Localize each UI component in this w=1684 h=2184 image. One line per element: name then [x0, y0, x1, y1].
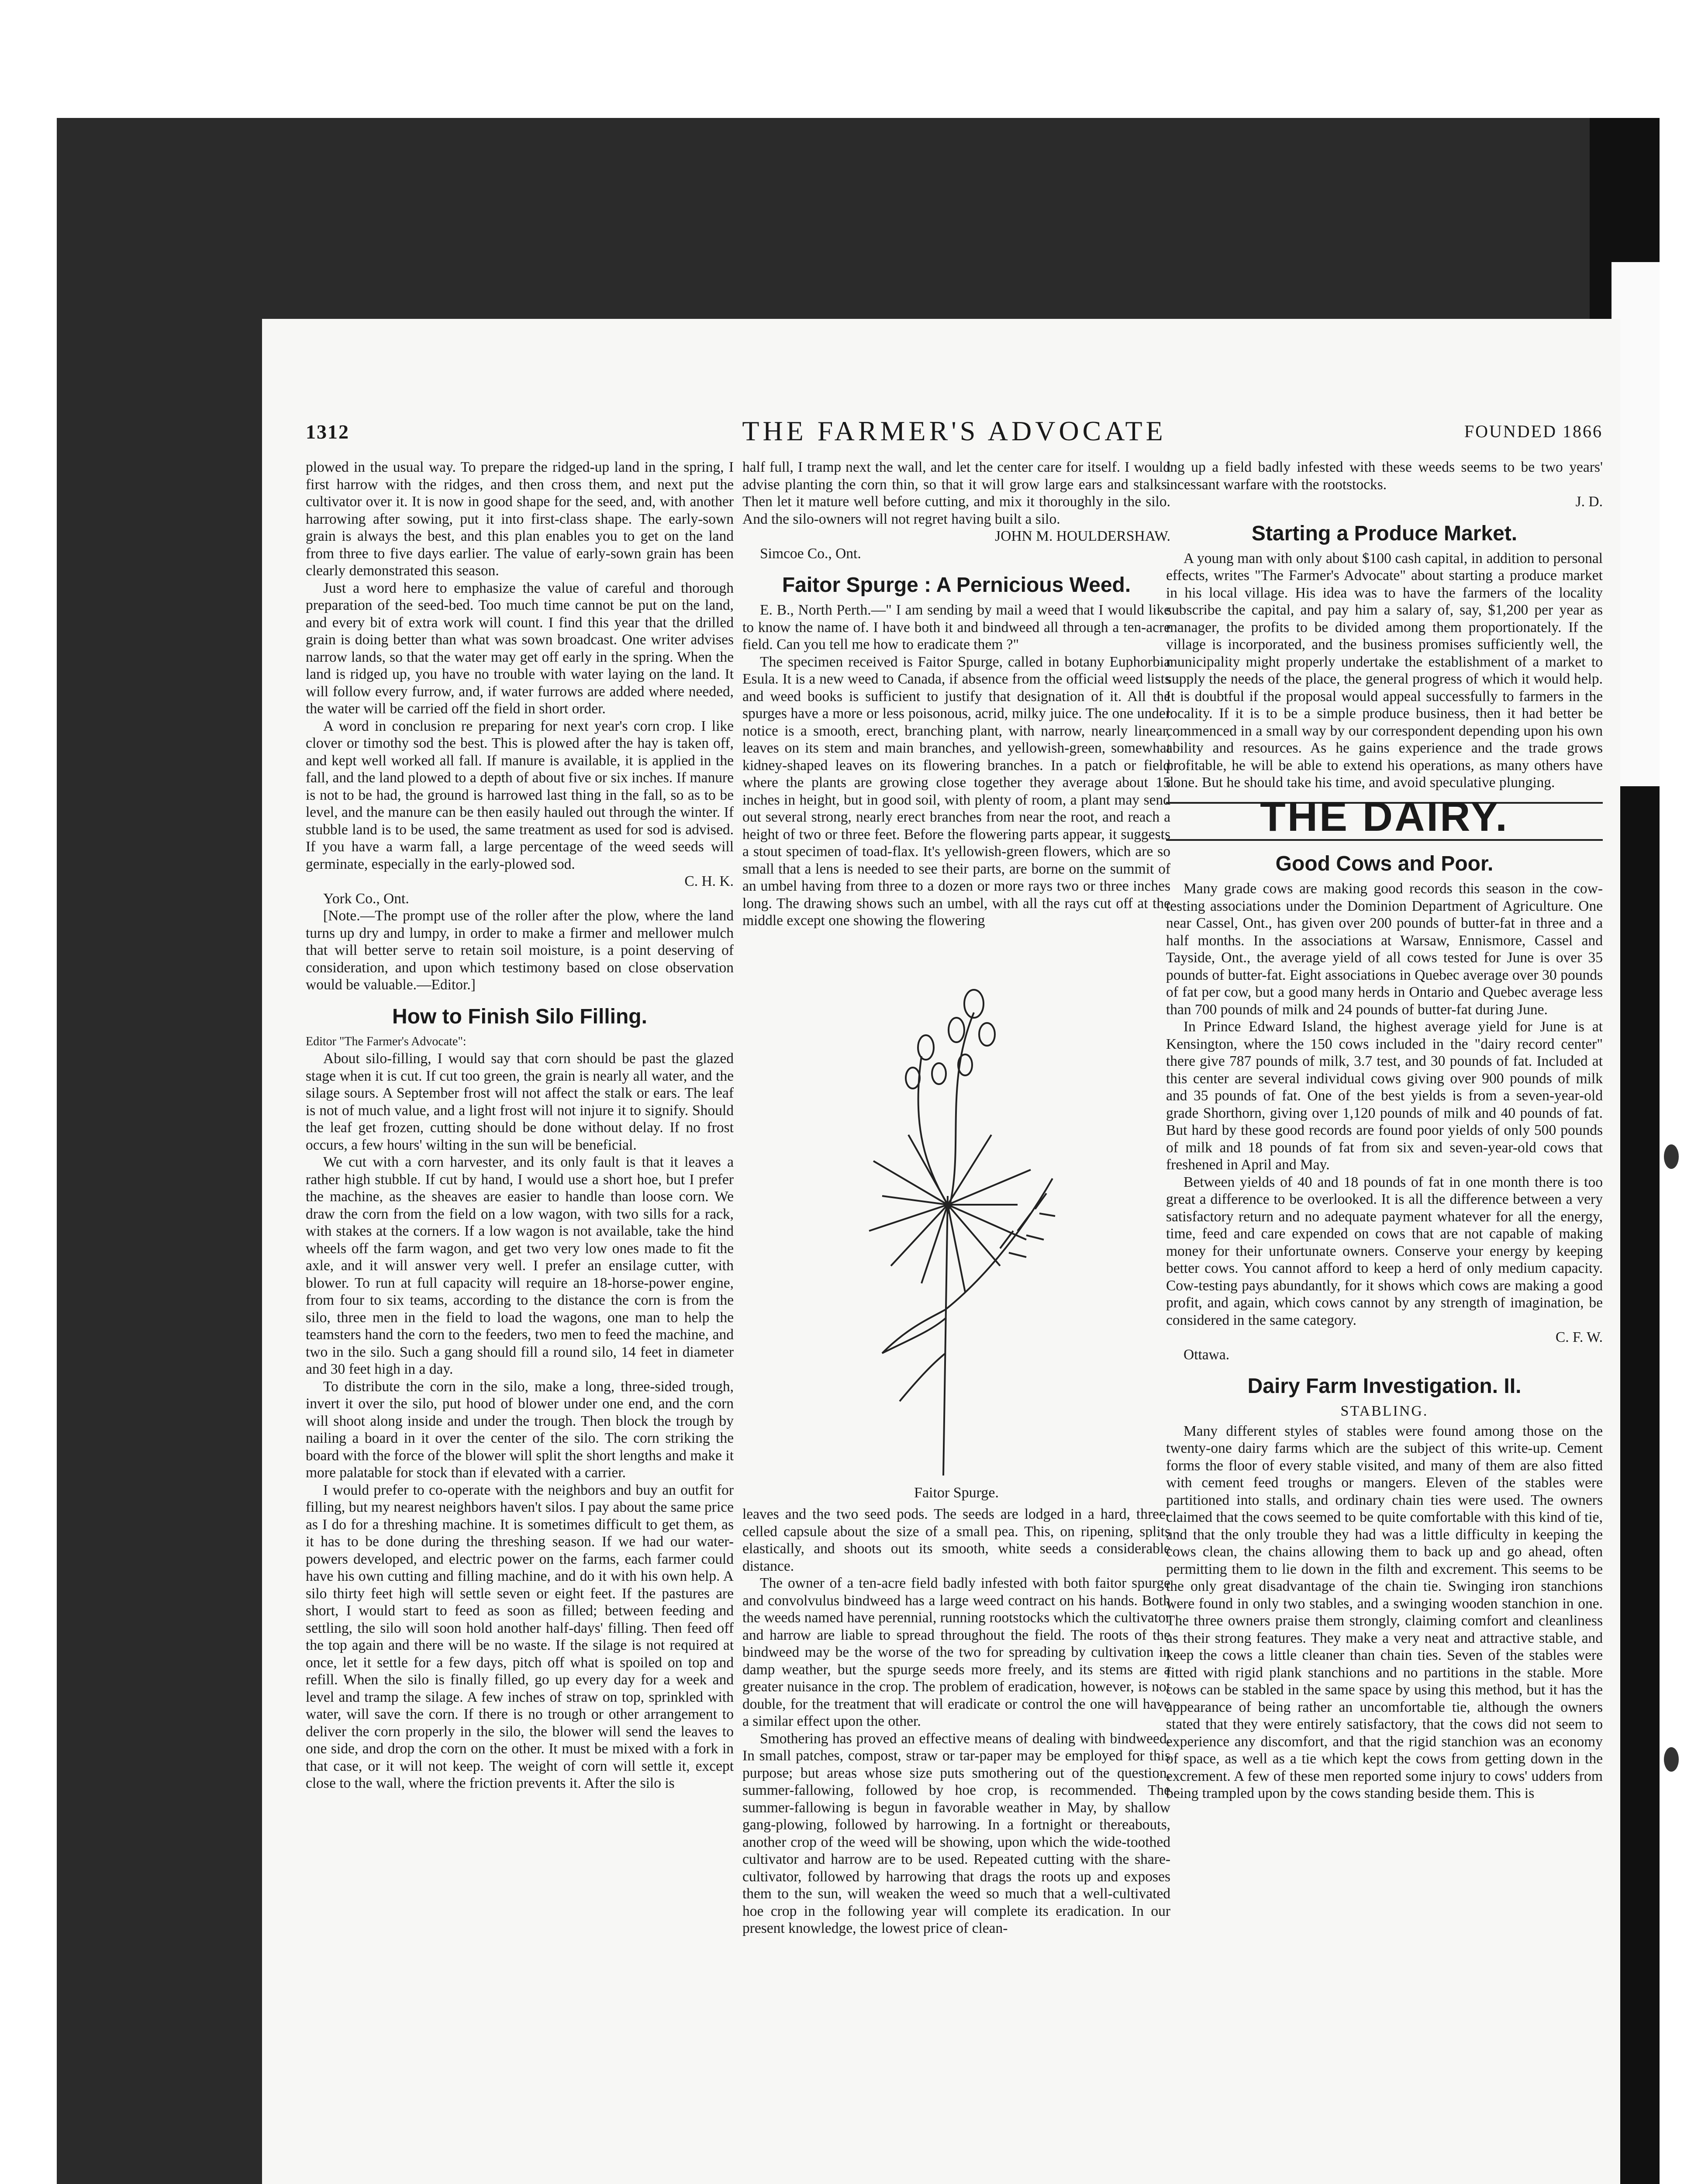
- paragraph: Smothering has proved an effective means of dealing with bindweed. In small patches, compost, straw or tar-paper may be employed for this purpose; but areas whose size puts smothering out of the question, summer-fallowing, followed by hoe crop, is recommended. The summer-fallowing is begun in favorable weather in May, by shallow gang-plowing, followed by harrowing. In a fortnight or thereabouts, another crop of the weed will be showing, upon which the wide-toothed cultivator and harrow are to be used. Repeated cutting with the share-cultivator, followed by harrowing that drags the roots up and exposes them to the sun, will weaken the weed so much that a well-cultivated hoe crop in the following year will complete its eradication. In our present knowledge, the lowest price of clean-: [742, 1730, 1170, 1936]
- paragraph: Between yields of 40 and 18 pounds of fat in one month there is too great a difference to be overlooked. It is all the difference between a very satisfactory return and no adequate payment whatever for all the energy, time, feed and care expended on cows that are not capable of making money for their unfortunate owners. Conserve your energy by keeping better cows. You cannot afford to keep a herd of only medium capacity. Cow-testing pays abundantly, for it shows which cows are making a good profit, and again, which cows cannot by any strength of imagination, be considered in the same category.: [1166, 1174, 1603, 1328]
- paragraph: ing up a field badly infested with these weeds seems to be two years' incessant warfare with the rootstocks.: [1166, 459, 1603, 493]
- paragraph: plowed in the usual way. To prepare the ridged-up land in the spring, I first harrow with the ridges, and then cross them, and next put the cultivator over it. It is now in good shape for the seed, and, with another harrowing after sowing, put it into first-class shape. The early-sown grain is always the best, and this plan enables you to get on the land from three to five days earlier. The value of early-sown grain has been clearly demonstrated this season.: [306, 459, 734, 579]
- section-banner: [1166, 793, 1603, 841]
- paragraph: The owner of a ten-acre field badly infested with both faitor spurge and convolvulus bindweed has a large weed contract on his hands. Both the weeds named have perennial, running rootstocks which the cultivator and harrow are liable to spread throughout the field. The roots of the bindweed may be the worse of the two for spreading by cultivation in damp weather, but the spurge seeds more freely, and its stems are a greater nuisance in the crop. The problem of eradication, however, is not double, for the treatment that will eradicate or control the one will have a similar effect upon the other.: [742, 1575, 1170, 1729]
- paragraph: leaves and the two seed pods. The seeds are lodged in a hard, three-celled capsule about the size of a small pea. This, on ripening, splits elastically, and shoots out its smooth, white seeds a considerable distance.: [742, 1506, 1170, 1574]
- paragraph: E. B., North Perth.—" I am sending by mail a weed that I would like to know the name of. I have both it and bindweed all through a ten-acre field. Can you tell me how to eradicate them ?": [742, 602, 1170, 653]
- signature: C. H. K.: [684, 873, 734, 889]
- paragraph: To distribute the corn in the silo, make a long, three-sided trough, invert it over the silo, put hood of blower under one end, and the corn will shoot along inside and under the trough. Then block the trough by nailing a board in it over the center of the silo. The corn striking the board with the force of the blower will split the short lengths and make it more palatable for stock than if elevated with a carrier.: [306, 1378, 734, 1481]
- location: Simcoe Co., Ont.: [760, 545, 861, 562]
- page-header: [306, 415, 1603, 454]
- plant-drawing-icon: [834, 934, 1079, 1484]
- paragraph: half full, I tramp next the wall, and let the center care for itself. I would advise planting the corn thin, so that it will grow large ears and stalks. Then let it mature well before cutting, and mix it thoroughly in the silo. And the silo-owners will not regret having built a silo.: [742, 459, 1170, 527]
- signature: J. D.: [1575, 494, 1603, 510]
- faitor-spurge-illustration: [742, 934, 1170, 1502]
- location: Ottawa.: [1184, 1346, 1230, 1363]
- article-title-dairy-farm: Dairy Farm Investigation. II.: [1247, 1375, 1522, 1398]
- section-title: THE DAIRY.: [1260, 793, 1509, 840]
- founded-line: FOUNDED 1866: [1464, 422, 1603, 441]
- paragraph: A young man with only about $100 cash capital, in addition to personal effects, writes "The Farmer's Advocate" about starting a produce market in his local village. His idea was to have the farmers of the locality subscribe the capital, and pay him a salary of, say, $1,200 per year as manager, the profits to be divided among them proportionately. If the village is incorporated, and the business promises sufficiently well, the municipality might properly undertake the establishment of a market to supply the needs of the place, the general progress of which it would help. It is doubtful if the proposal would appeal successfully to farmers in the locality. If it is to be a simple produce business, then it had better be commenced in a small way by our correspondent depending upon his own ability and resources. As he gains experience and the trade grows profitable, he will be able to extend his operations, as many others have done. But he should take his time, and avoid speculative plunging.: [1166, 550, 1603, 791]
- paragraph: We cut with a corn harvester, and its only fault is that it leaves a rather high stubble. If cut by hand, I would use a short hoe, but I prefer the machine, as the sheaves are easier to handle than loose corn. We draw the corn from the field on a low wagon, with two sills for a rack, with stakes at the corners. If a low wagon is not available, take the hind wheels off the farm wagon, and get two very low ones made to fit the axle, and it will answer very well. I prefer an ensilage cutter, with blower. To run at full capacity will require an 18-horse-power engine, from four to six teams, according to the distance the corn is from the silo, three men in the field to load the wagons, one man to help the teamsters hand the corn to the feeders, two men to feed the machine, and two in the silo. Such a gang should fill a round silo, 14 feet in diameter and 30 feet high in a day.: [306, 1154, 734, 1377]
- binding-hole: [1664, 1747, 1679, 1772]
- paragraph: Just a word here to emphasize the value of careful and thorough preparation of the seed-bed. Too much time cannot be put on the land, and every bit of extra work will count. I find this year that the drilled grain is doing better than what was sown broadcast. One writer advises narrow lands, so that the water may get off early in the spring. When the land is ridged up, you have no trouble with water laying on the land. It will follow every furrow, and, if water furrows are added where needed, the water will be carried off the field in short order.: [306, 580, 734, 717]
- paragraph: A word in conclusion re preparing for next year's corn crop. I like clover or timothy sod the best. This is plowed after the hay is taken off, and kept well worked all fall. If manure is available, it is applied in the fall, and the land plowed to a depth of about five or six inches. If manure is not to be had, the ground is harrowed last thing in the fall, so as to be level, and the manure can be then easily hauled out through the winter. If stubble land is to be used, the same treatment as used for sod is advised. If you have a warm fall, a large percentage of the weed seeds will germinate, especially in the early-plowed sod.: [306, 718, 734, 872]
- article-title-silo: How to Finish Silo Filling.: [392, 1005, 647, 1028]
- signature: JOHN M. HOULDERSHAW.: [995, 528, 1170, 544]
- column-2: [742, 459, 1170, 2184]
- column-1: [306, 459, 734, 2184]
- editor-note: [Note.—The prompt use of the roller after the plow, where the land turns up dry and lumpy, in order to make a firmer and mellower mulch that will better serve to retain soil moisture, is a point deserving of consideration, and upon which testimony based on close observation would be valuable.—Editor.]: [306, 908, 734, 993]
- article-title-spurge: Faitor Spurge : A Pernicious Weed.: [782, 574, 1131, 597]
- article-title-produce: Starting a Produce Market.: [1251, 522, 1518, 545]
- paragraph: Many different styles of stables were found among those on the twenty-one dairy farms which are the subject of this write-up. Cement forms the floor of every stable visited, and many of them are also fitted with cement feed troughs or mangers. Eleven of the stables were partitioned into stalls, and ordinary chain ties were used. The owners claimed that the cows seemed to be quite comfortable with this kind of tie, and that the only trouble they had was a little difficulty in keeping the cows clean, the chains allowing them to back up and go ahead, often permitting them to lie down in the filth and excrement. This seems to be the only great disadvantage of the chain tie. Swinging iron stanchions were found in only two stables, and a swinging wooden stanchion in one. The three owners praise them strongly, claiming comfort and cleanliness as their strong features. They make a very neat and attractive stable, and keep the cows a little cleaner than chain ties. Seven of the stables were fitted with rigid plank stanchions and no partitions in the stable. More cows can be stabled in the same space by using this method, but it has the appearance of being rather an uncomfortable tie, although the owners stated that they were entirely satisfactory, that the cows did not seem to experience any discomfort, and that the rigid stanchion was an economy of space, as well as a tie which kept the cows from getting down in the excrement. A few of these men reported some injury to cows' udders from being trampled upon by the cows standing beside them. This is: [1166, 1423, 1603, 1801]
- binding-hole: [1664, 1144, 1679, 1169]
- masthead: THE FARMER'S ADVOCATE: [742, 415, 1166, 446]
- paragraph: In Prince Edward Island, the highest average yield for June is at Kensington, where the 150 cows included in the "dairy record center" there give 787 pounds of milk, 3.7 test, and 30 pounds of fat. Included at this center are several individual cows giving over 900 pounds of milk and 35 pounds of fat. One of the best yields is from a seven-year-old grade Shorthorn, giving over 1,120 pounds of milk and 40 pounds of fat. But hard by these good records are found poor yields of only 500 pounds of milk and 18 pounds of fat from six and seven-year-old cows that freshened in April and May.: [1166, 1019, 1603, 1173]
- newspaper-page: [262, 319, 1620, 2184]
- paragraph: Many grade cows are making good records this season in the cow-testing associations under the Dominion Department of Agriculture. One near Cassel, Ont., has given over 200 pounds of butter-fat in three and a half months. In the associations at Warsaw, Ennismore, Cassel and Tayside, Ont., the average yield of all cows tested for June is over 35 pounds of butter-fat. Eight associations in Quebec average over 30 pounds of fat per cow, but a good many herds in Ontario and Quebec average less than 700 pounds of milk and 24 pounds of butter-fat during June.: [1166, 881, 1603, 1018]
- salutation: Editor "The Farmer's Advocate":: [306, 1034, 466, 1048]
- signature: C. F. W.: [1555, 1329, 1603, 1345]
- location: York Co., Ont.: [323, 890, 409, 907]
- paragraph: The specimen received is Faitor Spurge, called in botany Euphorbia Esula. It is a new weed to Canada, if absence from the official weed lists and weed books is sufficient to justify that designation of it. All the spurges have a more or less poisonous, acrid, milky juice. The one under notice is a smooth, erect, branching plant, with narrow, nearly linear, leaves on its stem and main branches, and yellowish-green, somewhat kidney-shaped leaves on its flowering branches. In a patch or field where the plants are growing close together they average about 15 inches in height, but in good soil, with plenty of room, a plant may send out several strong, nearly erect branches from near the root, and reach a height of two or three feet. Before the flowering parts appear, it suggests a stout specimen of toad-flax. It's yellowish-green flowers, which are so small that a lens is needed to see their parts, are borne on the summit of an umbel having from three to a dozen or more rays two or three inches long. The drawing shows such an umbel, with all the rays cut off at the middle except one showing the flowering: [742, 653, 1170, 929]
- article-title-cows: Good Cows and Poor.: [1275, 852, 1494, 875]
- page-number: 1312: [306, 421, 349, 443]
- figure-caption: Faitor Spurge.: [914, 1484, 999, 1501]
- article-subtitle: STABLING.: [1340, 1403, 1429, 1419]
- paragraph: I would prefer to co-operate with the neighbors and buy an outfit for filling, but my nearest neighbors haven't silos. I pay about the same price as I do for a threshing machine. It is sometimes difficult to get them, as it has to be done during the threshing season. If we had our water-powers developed, and electric power on the farms, each farmer could have his own cutting and filling machine, and do it with his own help. A silo thirty feet high will settle seven or eight feet. If the pastures are short, I would start to feed as soon as filled; between feeding and settling, the silo will soon hold another half-days' filling. Then feed off the top again and there will be no waste. If the silage is not required at once, let it settle for a few days, pitch off what is spoiled on top and refill. When the silo is finally filled, go up every day for a week and level and tramp the silage. A few inches of straw on top, sprinkled with water, will save the corn. If there is no trough or other arrangement to deliver the corn properly in the silo, the blower will send the leaves to one side, and drop the corn on the other. It must be mixed with a fork in that case, or it will not keep. The weight of corn will settle it, except close to the wall, where the friction prevents it. After the silo is: [306, 1482, 734, 1791]
- column-3: [1166, 459, 1603, 2184]
- paragraph: About silo-filling, I would say that corn should be past the glazed stage when it is cut. If cut too green, the grain is nearly all water, and the silage sours. A September frost will not affect the stalk or ears. The leaf is not of much value, and a light frost will not injure it to signify. Should the leaf get frozen, cutting should be done without delay. If no frost occurs, a few hours' wilting in the sun will be beneficial.: [306, 1051, 734, 1153]
